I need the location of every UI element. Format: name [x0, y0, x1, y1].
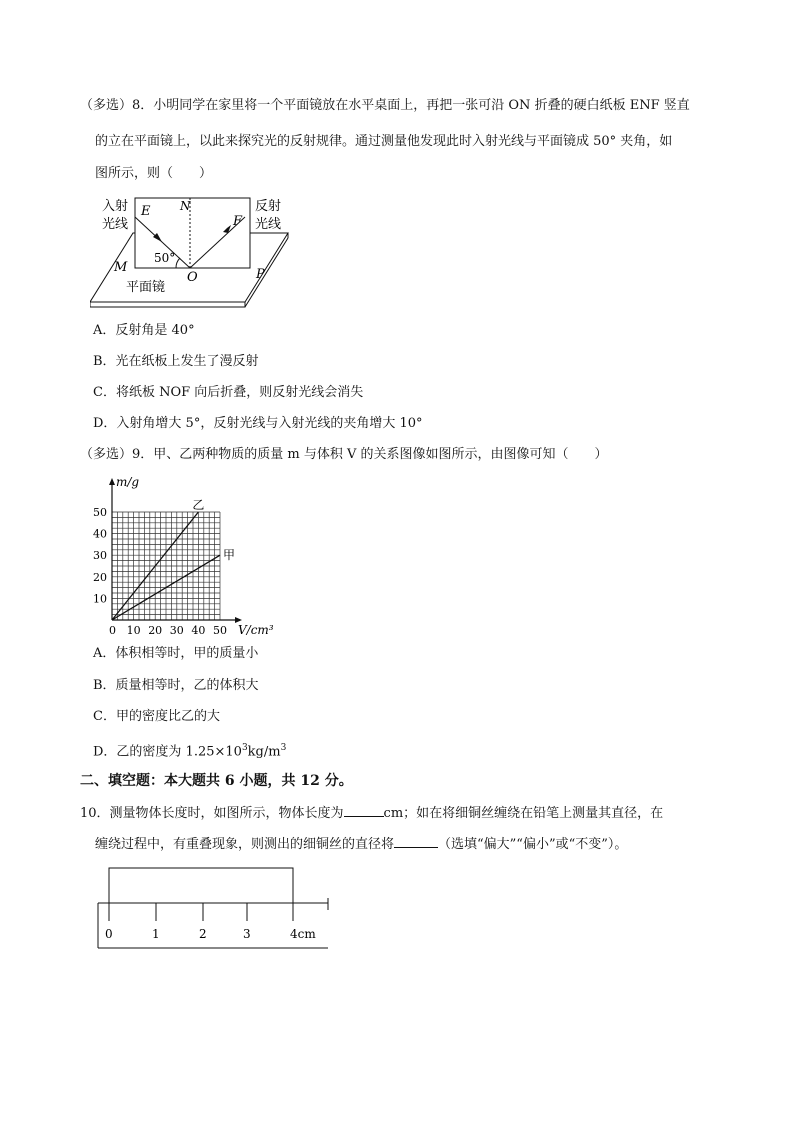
q9-text-line1: （多选）9．甲、乙两种物质的质量 m 与体积 V 的关系图像如图所示，由图像可知（ ）	[80, 447, 608, 462]
measured-object	[109, 868, 293, 903]
ruler-label-0: 0	[105, 927, 113, 941]
label-O: O	[187, 270, 198, 285]
chart-series	[112, 498, 235, 620]
x-tick-label: 50	[213, 624, 227, 637]
chart-grid	[112, 512, 220, 620]
q8-text-line2: 的立在平面镜上，以此来探究光的反射规律。通过测量他发现此时入射光线与平面镜成 50° 夹角，如	[95, 134, 673, 149]
q8-text-line1: （多选）8．小明同学在家里将一个平面镜放在水平桌面上，再把一张可沿 ON 折叠的硬白纸板 ENF 竖直	[80, 98, 690, 113]
ruler-label-1: 1	[152, 927, 160, 941]
mirror-slab-edge	[90, 302, 245, 307]
y-tick-label: 30	[93, 549, 107, 563]
q9-mass-volume-chart	[90, 470, 290, 640]
section-2-heading: 二、填空题：本大题共 6 小题，共 12 分。	[80, 773, 353, 789]
ruler-label-3: 3	[243, 927, 251, 941]
y-tick-label: 10	[93, 592, 107, 606]
q8-option-b: B．光在纸板上发生了漫反射	[93, 354, 259, 369]
series-label-1: 甲	[223, 548, 236, 563]
y-tick-label: 50	[93, 506, 107, 519]
q10-line2-a: 缠绕过程中，有重叠现象，则测出的细铜丝的直径将	[95, 837, 395, 852]
q9-option-b: B．质量相等时，乙的体积大	[93, 678, 259, 693]
q10-text-line2	[95, 835, 627, 854]
incident-label-2: 光线	[102, 217, 129, 232]
q8-option-d: D．入射角增大 5°，反射光线与入射光线的夹角增大 10°	[93, 416, 423, 431]
label-E: E	[141, 204, 151, 219]
reflected-label-2: 光线	[255, 217, 282, 232]
y-tick-label: 20	[93, 570, 107, 584]
q9-option-a: A．体积相等时，甲的质量小	[93, 646, 259, 661]
angle-label: 50°	[154, 251, 176, 265]
q9-option-d-unit: kg/m	[247, 744, 281, 760]
q10-line1-b: cm；如在将细铜丝缠绕在铅笔上测量其直径，在	[383, 806, 664, 821]
label-M: M	[114, 260, 128, 275]
series-label-0: 乙	[192, 498, 205, 512]
q9-option-d-unit-exp: 3	[280, 743, 287, 753]
q10-text-line1	[80, 804, 663, 823]
ruler-label-2: 2	[199, 927, 207, 941]
q8-option-a: A．反射角是 40°	[93, 323, 195, 338]
ruler-label-4: 4cm	[290, 927, 316, 941]
x-tick-label: 30	[169, 624, 184, 637]
q8-text-line3: 图所示，则（ ）	[95, 166, 213, 181]
incident-label-1: 入射	[102, 199, 129, 214]
q10-line1-a: 10．测量物体长度时，如图所示，物体长度为	[80, 806, 344, 821]
x-tick-label: 20	[148, 624, 163, 637]
reflected-label-1: 反射	[255, 199, 282, 214]
q10-blank-length[interactable]	[344, 804, 384, 817]
label-P: P	[256, 267, 265, 282]
q8-option-c: C．将纸板 NOF 向后折叠，则反射光线会消失	[93, 385, 364, 400]
x-tick-label: 0	[109, 624, 116, 637]
q10-line2-b: （选填“偏大”“偏小”或“不变”）。	[438, 837, 628, 852]
x-tick-label: 40	[191, 624, 206, 637]
q9-option-d	[93, 739, 286, 761]
label-F: F	[233, 214, 243, 229]
x-tick-label: 10	[126, 624, 141, 637]
y-tick-label: 40	[93, 527, 107, 541]
chart-y-axis-label: m/g	[116, 475, 140, 489]
label-N: N	[180, 199, 191, 213]
chart-x-axis-label: V/cm³	[238, 623, 274, 637]
q9-option-c: C．甲的密度比乙的大	[93, 709, 220, 724]
q9-option-d-exp: 3	[241, 743, 248, 753]
q10-ruler-figure	[95, 865, 335, 955]
mirror-label: 平面镜	[126, 280, 166, 295]
q9-option-d-prefix: D．乙的密度为 1.25×10	[93, 744, 242, 760]
q10-blank-diameter[interactable]	[394, 835, 438, 848]
q8-reflection-figure	[90, 190, 300, 310]
